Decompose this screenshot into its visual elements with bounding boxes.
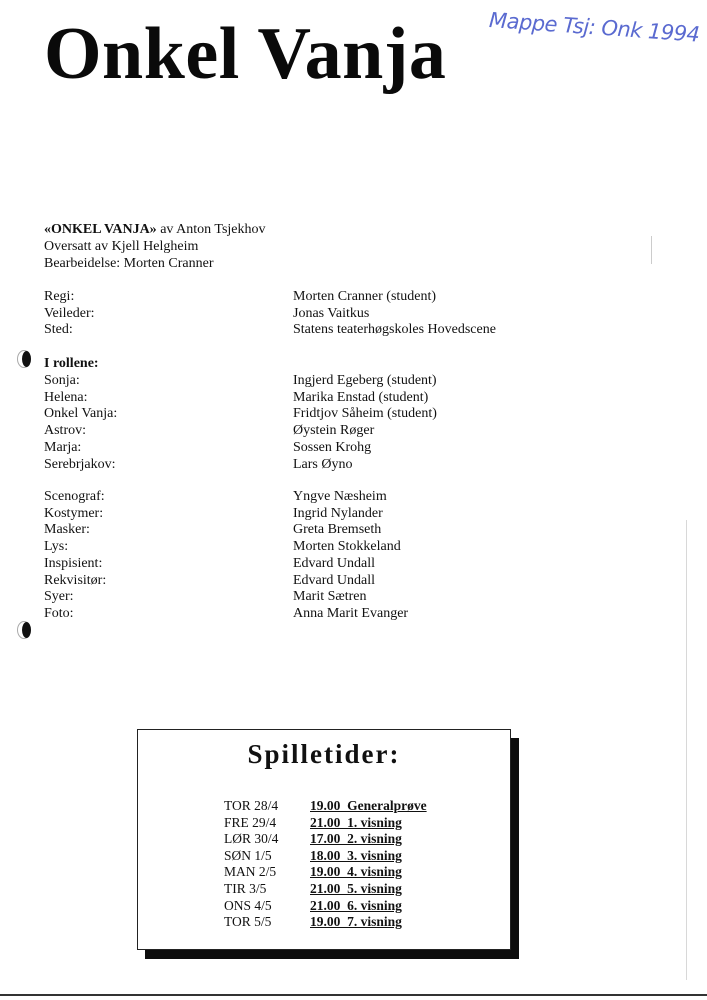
schedule-performance: 21.00 5. visning <box>310 880 402 896</box>
credits-line-1 <box>44 221 266 238</box>
schedule-performance: 21.00 6. visning <box>310 897 402 913</box>
scan-bottom-edge <box>0 994 707 996</box>
credits-block <box>44 221 266 272</box>
schedule-performance: 18.00 3. visning <box>310 847 402 863</box>
cast-person-name: Fridtjov Såheim (student) <box>293 406 437 422</box>
punch-hole-top <box>17 350 31 368</box>
crew-role-label: Lys: <box>44 539 69 555</box>
schedule-day: TOR 28/4 <box>224 798 279 813</box>
schedule-day: LØR 30/4 <box>224 831 279 847</box>
production-role-label: Veileder: <box>44 305 95 321</box>
cast-role-label: Sonja: <box>44 373 80 388</box>
cast-person-name: Marika Enstad (student) <box>293 389 429 405</box>
schedule-day: MAN 2/5 <box>224 864 277 880</box>
crew-person-name: Anna Marit Evanger <box>293 605 409 621</box>
credits-line-3: Bearbeidelse: Morten Cranner <box>44 256 214 271</box>
crew-role-label: Rekvisitør: <box>44 572 107 588</box>
crew-person-name: Marit Sætren <box>293 589 367 605</box>
cast-heading: I rollene: <box>44 356 99 371</box>
schedule-performance: 17.00 2. visning <box>310 831 402 847</box>
schedule-performance: 21.00 1. visning <box>310 814 402 830</box>
crew-role-label: Scenograf: <box>44 489 105 504</box>
cast-person-name: Lars Øyno <box>293 456 353 472</box>
production-role-label: Regi: <box>44 289 75 304</box>
schedule-performance: 19.00 4. visning <box>310 864 402 880</box>
cast-person-name: Ingjerd Egeberg (student) <box>293 373 437 388</box>
schedule-day: TIR 3/5 <box>224 880 267 896</box>
page-title: Onkel Vanja <box>44 13 447 95</box>
schedule-day: TOR 5/5 <box>224 914 272 930</box>
scan-mark <box>651 236 652 264</box>
production-person-name: Morten Cranner (student) <box>293 289 437 304</box>
crew-role-label: Kostymer: <box>44 505 104 521</box>
crew-person-name: Ingrid Nylander <box>293 505 383 521</box>
crew-role-label: Masker: <box>44 522 90 538</box>
cast-person-name: Øystein Røger <box>293 423 375 439</box>
scan-edge-line <box>686 520 687 980</box>
crew-person-name: Edvard Undall <box>293 572 376 588</box>
schedule-performance: 19.00 Generalprøve <box>310 798 427 813</box>
production-person-name: Statens teaterhøgskoles Hovedscene <box>293 322 496 338</box>
play-title: «ONKEL VANJA» <box>44 222 157 237</box>
crew-person-name: Yngve Næsheim <box>293 489 387 504</box>
schedule-performance: 19.00 7. visning <box>310 914 402 930</box>
credits-line-2: Oversatt av Kjell Helgheim <box>44 239 199 254</box>
schedule-day: SØN 1/5 <box>224 847 272 863</box>
cast-role-label: Helena: <box>44 389 88 405</box>
punch-hole-bottom <box>17 621 31 639</box>
production-role-label: Sted: <box>44 322 73 338</box>
crew-role-label: Foto: <box>44 605 74 621</box>
crew-person-name: Greta Bremseth <box>293 522 382 538</box>
cast-role-label: Onkel Vanja: <box>44 406 118 422</box>
cast-role-label: Marja: <box>44 439 82 455</box>
author: av Anton Tsjekhov <box>156 222 266 237</box>
schedule-box <box>137 729 511 950</box>
cast-role-label: Astrov: <box>44 423 86 439</box>
crew-role-label: Syer: <box>44 589 74 605</box>
schedule-day: FRE 29/4 <box>224 814 277 830</box>
crew-person-name: Edvard Undall <box>293 555 376 571</box>
handwritten-archive-note: Mappe Tsj: Onk 1994 <box>488 8 701 47</box>
crew-person-name: Morten Stokkeland <box>293 539 401 555</box>
cast-role-label: Serebrjakov: <box>44 456 116 472</box>
crew-role-label: Inspisient: <box>44 555 103 571</box>
schedule-day: ONS 4/5 <box>224 897 272 913</box>
production-person-name: Jonas Vaitkus <box>293 305 370 321</box>
cast-person-name: Sossen Krohg <box>293 439 372 455</box>
schedule-title: Spilletider: <box>247 739 401 769</box>
